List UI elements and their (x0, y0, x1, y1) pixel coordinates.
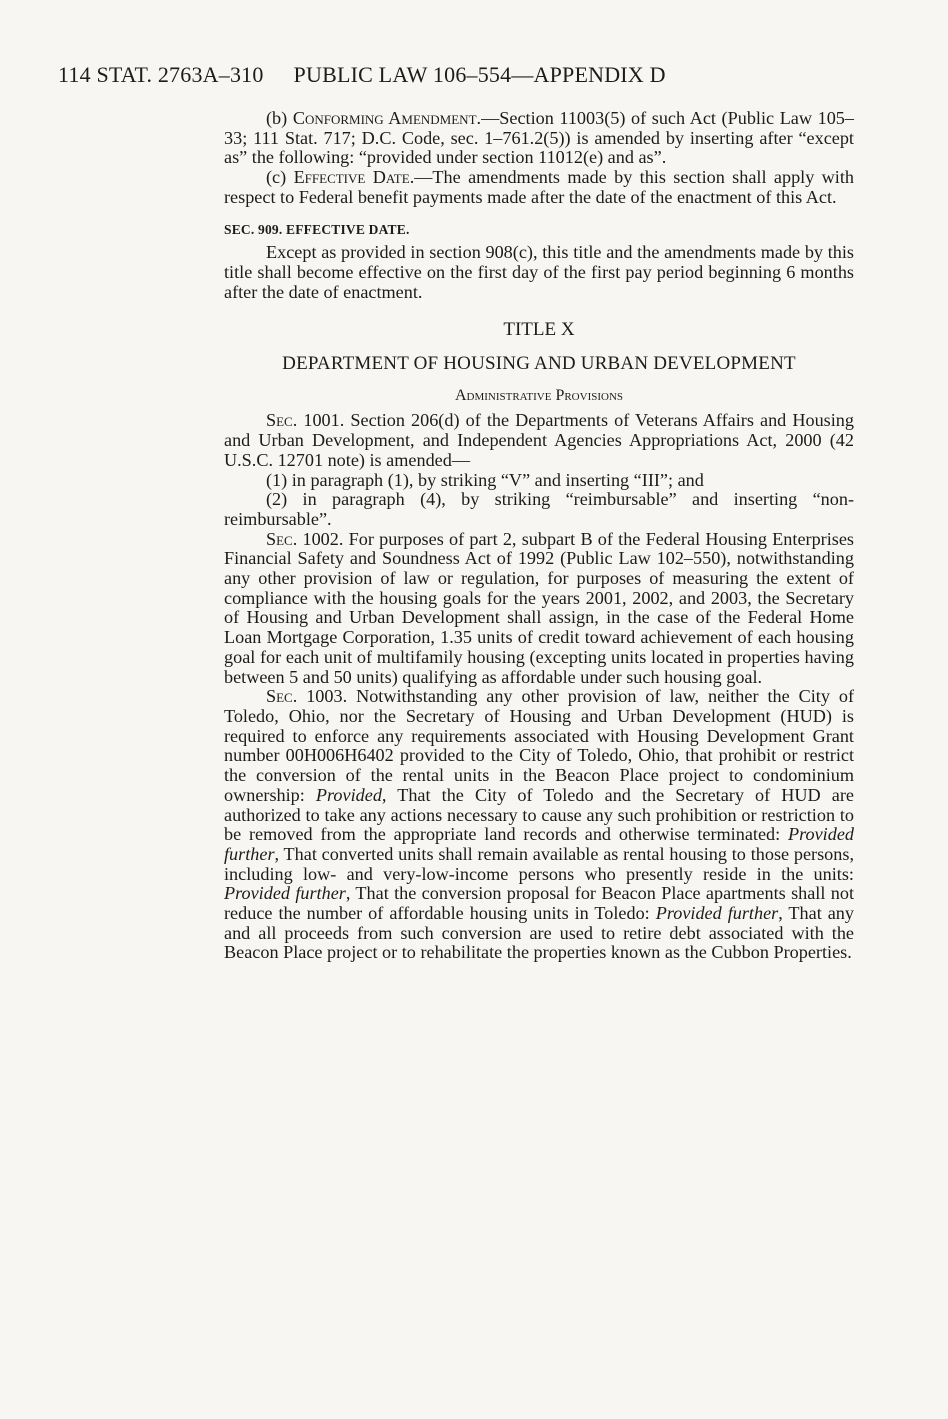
title-heading: TITLE X (503, 319, 575, 341)
subsection-c: (c) Effective Date.—The amendments made by this section shall apply with respect to Federal benefit payments made after the date of the enactment of this Act. (224, 167, 855, 207)
administrative-provisions-heading: Administrative Provisions (454, 386, 624, 404)
proviso: Provided further (224, 824, 854, 864)
section-1003: Sec. 1003. Notwithstanding any other provision of law, neither the City of Toledo, Ohio, nor the Secretary of Housing and Urban Development (HUD) is required to enforce any requirements associated with Housing Development Grant number 00H006H6402 provided to the City of Toledo, Ohio, that prohibit or restrict the conversion of the rental units in the Beacon Place project to condominium ownership: Provided, That the City of Toledo and the Secretary of HUD are authorized to take any actions necessary to cause any such prohibition or restriction to be removed from the appropriate land records and otherwise terminated: Provided further, That converted units shall remain available as rental housing to those persons, including low- and very-low-income persons who presently reside in the units: Provided further, That the conversion proposal for Beacon Place apartments shall not reduce the number of affordable housing units in Toledo: Provided further, That any and all proceeds from such conversion are used to retire debt associated with the Beacon Place project or to rehabilitate the properties known as the Cubbon Properties. (224, 686, 855, 963)
section-1001-item-2: (2) in paragraph (4), by striking “reimbursable” and inserting “non-reimbursable”. (224, 489, 854, 529)
page-header (58, 62, 696, 88)
subsection-c-heading: Effective Date (293, 167, 410, 188)
document-body (224, 109, 854, 963)
section-1001: Sec. 1001. Section 206(d) of the Departments of Veterans Affairs and Housing and Urban Development, and Independent Agencies Appropriations Act, 2000 (42 U.S.C. 12701 note) is amended— (224, 410, 854, 470)
law-title: PUBLIC LAW 106–554—APPENDIX D (293, 62, 666, 87)
proviso: Provided (315, 784, 382, 805)
section-1002: Sec. 1002. For purposes of part 2, subpart B of the Federal Housing Enterprises Financial Safety and Soundness Act of 1992 (Public Law 102–550), notwithstanding any other provision of law or regulation, for purposes of measuring the extent of compliance with the housing goals for the years 2001, 2002, and 2003, the Secretary of Housing and Urban Development shall assign, in the case of the Federal Home Loan Mortgage Corporation, 1.35 units of credit toward achievement of each housing goal for each unit of multifamily housing (excepting units located in properties having between 5 and 50 units) qualifying as affordable under such housing goal. (224, 528, 855, 687)
section-1001-item-1: (1) in paragraph (1), by striking “V” and inserting “III”; and (266, 469, 704, 490)
statute-citation: 114 STAT. 2763A–310 (58, 62, 264, 87)
section-909-text: Except as provided in section 908(c), this title and the amendments made by this title shall become effective on the first day of the first pay period beginning 6 months after the date of enactment. (224, 242, 854, 302)
section-909-heading: SEC. 909. EFFECTIVE DATE. (224, 221, 410, 237)
department-heading: DEPARTMENT OF HOUSING AND URBAN DEVELOPMENT (282, 353, 796, 375)
subsection-b: (b) Conforming Amendment.—Section 11003(5) of such Act (Public Law 105–33; 111 Stat. 717; D.C. Code, sec. 1–761.2(5)) is amended by inserting after “except as” the following: “provided under section 11012(e) and as”. (224, 108, 854, 168)
proviso: Provided further (224, 883, 346, 904)
subsection-b-heading: Conforming Amendment (292, 108, 477, 128)
proviso: Provided further (655, 903, 779, 924)
